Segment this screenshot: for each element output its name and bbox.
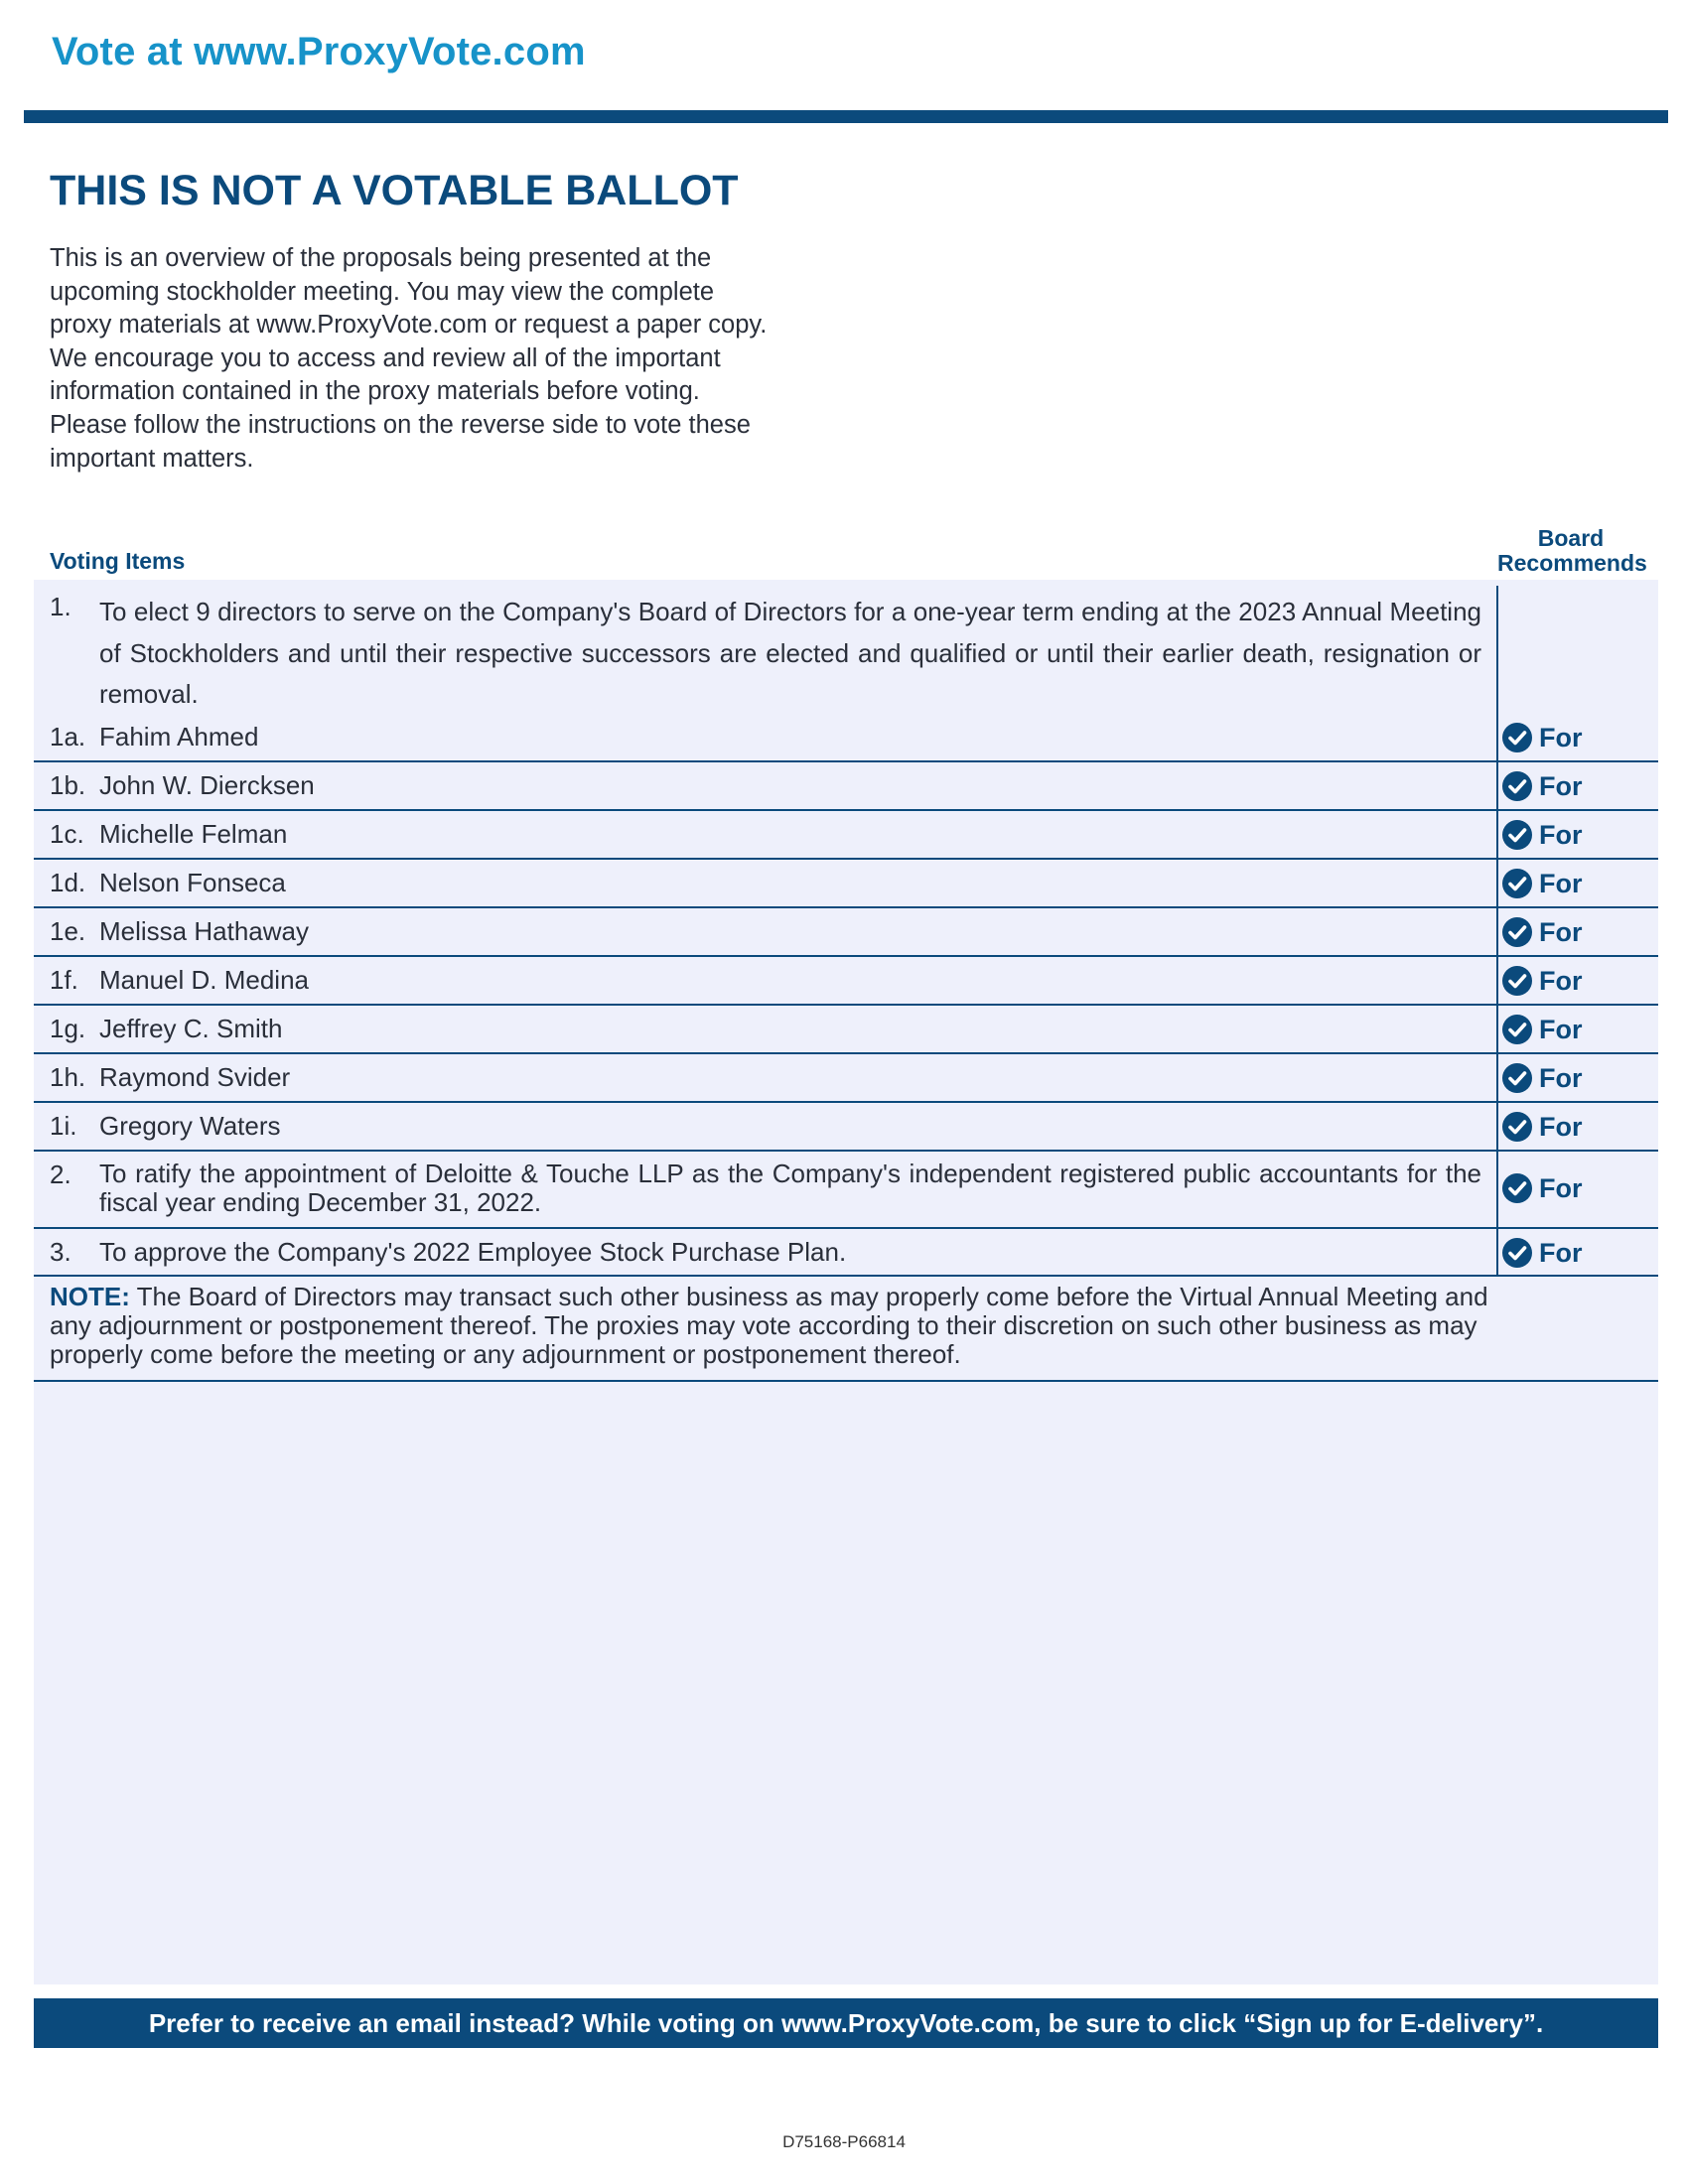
board-recommendation [1501, 770, 1583, 802]
nominee-name: Gregory Waters [99, 1111, 281, 1141]
check-circle-icon [1501, 1014, 1533, 1045]
row-divider [34, 760, 1658, 762]
board-recommendation [1501, 1014, 1583, 1045]
nominee-number: 1g. [50, 1014, 86, 1043]
board-recommendation [1501, 868, 1583, 899]
item-number: 1. [50, 592, 71, 621]
row-divider [34, 1101, 1658, 1103]
board-recommendation [1501, 916, 1583, 948]
nominee-name: Nelson Fonseca [99, 868, 286, 897]
intro-line: This is an overview of the proposals being presented at the [50, 244, 712, 272]
intro-line: Please follow the instructions on the reverse side to vote these [50, 410, 751, 439]
ballot-title: THIS IS NOT A VOTABLE BALLOT [50, 167, 739, 214]
column-divider [1496, 586, 1498, 1277]
recommendation-label: For [1539, 1111, 1583, 1142]
nominee-number: 1d. [50, 868, 86, 897]
row-divider [34, 906, 1658, 908]
nominee-name: Jeffrey C. Smith [99, 1014, 283, 1043]
board-recommendation [1501, 722, 1583, 753]
recommendation-label: For [1539, 1014, 1583, 1044]
nominee-number: 1h. [50, 1062, 86, 1092]
recommendation-label: For [1539, 770, 1583, 801]
check-circle-icon [1501, 1172, 1533, 1204]
recommendation-label: For [1539, 965, 1583, 996]
row-divider [34, 1275, 1658, 1277]
row-divider [34, 955, 1658, 957]
intro-paragraph [50, 242, 834, 476]
nominee-number: 1f. [50, 965, 78, 995]
board-recommendation [1501, 965, 1583, 997]
nominee-name: Manuel D. Medina [99, 965, 309, 995]
intro-line: We encourage you to access and review all of the important [50, 343, 721, 372]
board-recommendation [1501, 1111, 1583, 1143]
intro-line: proxy materials at www.ProxyVote.com or request a paper copy. [50, 311, 768, 340]
nominee-name: Michelle Felman [99, 819, 288, 849]
board-recommends-line2: Recommends [1497, 550, 1647, 576]
row-divider [34, 858, 1658, 860]
item-text: To ratify the appointment of Deloitte & Touche LLP as the Company's independent registered public accountants for the fiscal year ending December 31, 2022. [99, 1159, 1481, 1217]
nominee-number: 1b. [50, 770, 86, 800]
check-circle-icon [1501, 1237, 1533, 1269]
board-recommendation [1501, 1237, 1583, 1269]
recommendation-label: For [1539, 1172, 1583, 1203]
row-divider [34, 1227, 1658, 1229]
board-recommendation [1501, 1172, 1583, 1204]
row-divider [34, 1150, 1658, 1152]
intro-line: upcoming stockholder meeting. You may view the complete [50, 277, 715, 306]
recommendation-label: For [1539, 722, 1583, 752]
edelivery-banner [34, 1998, 1658, 2048]
nominee-number: 1i. [50, 1111, 77, 1141]
recommendation-label: For [1539, 868, 1583, 898]
check-circle-icon [1501, 1062, 1533, 1094]
item-text: To elect 9 directors to serve on the Company's Board of Directors for a one-year term ending at the 2023 Annual Meeting of Stockholders and until their respective successors are elected and qualified or until their earlier death, resignation or removal. [99, 597, 1481, 709]
board-recommendation [1501, 1062, 1583, 1094]
check-circle-icon [1501, 1111, 1533, 1143]
check-circle-icon [1501, 722, 1533, 753]
intro-line: information contained in the proxy materials before voting. [50, 377, 700, 406]
intro-line: important matters. [50, 444, 254, 473]
nominee-number: 1c. [50, 819, 84, 849]
recommendation-label: For [1539, 916, 1583, 947]
note-paragraph [50, 1283, 1489, 1369]
item-text: To approve the Company's 2022 Employee Stock Purchase Plan. [99, 1237, 847, 1267]
row-divider [34, 809, 1658, 811]
recommendation-label: For [1539, 1062, 1583, 1093]
nominee-name: Fahim Ahmed [99, 722, 259, 751]
nominee-number: 1e. [50, 916, 86, 946]
nominee-name: Melissa Hathaway [99, 916, 309, 946]
row-divider [34, 1004, 1658, 1006]
row-divider [34, 1380, 1658, 1382]
check-circle-icon [1501, 916, 1533, 948]
document-code: D75168-P66814 [782, 2132, 906, 2151]
board-recommends-line1: Board [1537, 525, 1605, 551]
check-circle-icon [1501, 965, 1533, 997]
item-number: 2. [50, 1160, 71, 1189]
edelivery-banner-text: Prefer to receive an email instead? While voting on www.ProxyVote.com, be sure to click “Sign up for E-delivery”. [148, 2007, 1544, 2038]
header-title: Vote at www.ProxyVote.com [52, 30, 586, 73]
board-recommendation [1501, 819, 1583, 851]
recommendation-label: For [1539, 1237, 1583, 1268]
nominee-name: Raymond Svider [99, 1062, 291, 1092]
header-divider [24, 110, 1668, 123]
row-divider [34, 1052, 1658, 1054]
board-recommends-header [1497, 525, 1647, 576]
check-circle-icon [1501, 868, 1533, 899]
voting-items-header: Voting Items [50, 548, 186, 574]
note-label: NOTE: [50, 1282, 130, 1311]
nominee-name: John W. Diercksen [99, 770, 315, 800]
recommendation-label: For [1539, 819, 1583, 850]
note-text: The Board of Directors may transact such other business as may properly come before the Virtual Annual Meeting and any adjournment or postponement thereof. The proxies may vote according to their discretion on such other business as may properly come before the meeting or any adjournment or postponement thereof. [50, 1282, 1488, 1369]
check-circle-icon [1501, 770, 1533, 802]
item-number: 3. [50, 1237, 71, 1267]
nominee-number: 1a. [50, 722, 86, 751]
check-circle-icon [1501, 819, 1533, 851]
